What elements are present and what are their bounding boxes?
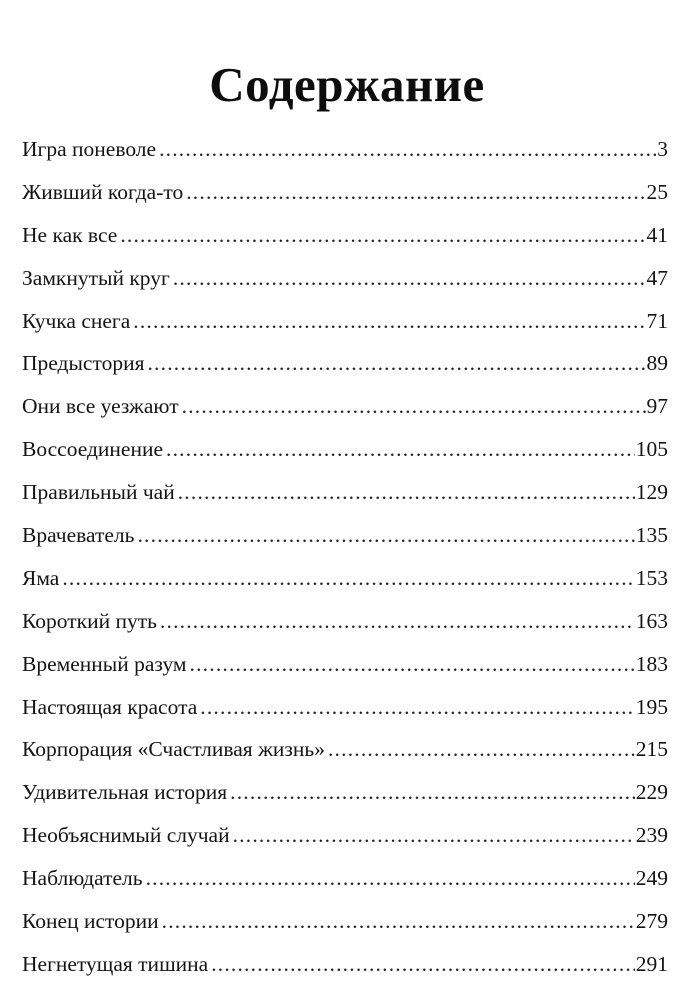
toc-page-number: 105 (635, 437, 668, 462)
toc-page-number: 71 (646, 308, 668, 333)
toc-entry (22, 257, 668, 300)
dot-leader (190, 643, 635, 686)
toc-page-number: 25 (646, 179, 668, 204)
toc-entry-title: Кучка снега (22, 308, 131, 333)
toc-entry-title: Игра поневоле (22, 137, 157, 161)
toc-page-number: 279 (635, 909, 668, 934)
dot-leader (120, 214, 645, 257)
dot-leader (166, 428, 635, 471)
dot-leader (328, 728, 635, 771)
toc-entry-title: Конец истории (22, 909, 159, 934)
toc-entry (22, 342, 668, 385)
toc-page-number: 195 (635, 694, 668, 719)
dot-leader (182, 385, 646, 428)
toc-page-number: 239 (635, 823, 668, 848)
toc-entry-title: Не как все (22, 222, 118, 247)
toc-page-number: 89 (646, 351, 668, 376)
dot-leader (62, 557, 634, 600)
toc-entry (22, 557, 668, 600)
toc-entry-title: Настоящая красота (22, 694, 198, 719)
toc-entry-title: Живший когда-то (22, 179, 184, 204)
toc-page-number: 229 (635, 780, 668, 805)
dot-leader (133, 300, 645, 343)
toc-entry (22, 428, 668, 471)
toc-entry-title: Короткий путь (22, 608, 157, 633)
toc-page-number: 135 (635, 523, 668, 548)
toc-entry-title: Наблюдатель (22, 866, 143, 891)
toc-entry-title: Необъяснимый случай (22, 823, 230, 848)
toc-entry-title: Корпорация «Счастливая жизнь» (22, 737, 325, 762)
toc-entry-title: Временный разум (22, 651, 187, 676)
toc-entry (22, 600, 668, 643)
toc-page-number: 249 (635, 866, 668, 891)
toc-entry-title: Яма (22, 565, 60, 590)
toc-entry (22, 300, 668, 343)
toc-entry (22, 514, 668, 557)
toc-page-number: 291 (635, 951, 668, 976)
toc-entry-title: Они все уезжают (22, 394, 179, 419)
toc-page-number: 129 (635, 480, 668, 505)
toc-page-number: 215 (635, 737, 668, 762)
dot-leader (200, 686, 634, 729)
dot-leader (211, 943, 635, 986)
toc-entry (22, 857, 668, 900)
toc-entry (22, 643, 668, 686)
dot-leader (178, 471, 635, 514)
toc-page-number: 3 (657, 137, 668, 161)
toc-page-number: 183 (635, 651, 668, 676)
dot-leader (173, 257, 646, 300)
toc-entry (22, 385, 668, 428)
toc-entry (22, 771, 668, 814)
dot-leader (159, 128, 656, 171)
dot-leader (162, 900, 635, 943)
dot-leader (137, 514, 634, 557)
dot-leader (160, 600, 635, 643)
toc-entry (22, 900, 668, 943)
toc-entry (22, 128, 668, 171)
toc-entry (22, 728, 668, 771)
toc-entry (22, 686, 668, 729)
toc-entry-title: Врачеватель (22, 523, 135, 548)
toc-entry-title: Правильный чай (22, 480, 175, 505)
toc-entry (22, 943, 668, 986)
toc-page-number: 153 (635, 565, 668, 590)
toc-page-number: 97 (646, 394, 668, 419)
toc-entry-title: Воссоединение (22, 437, 164, 462)
toc-page-number: 41 (646, 222, 668, 247)
table-of-contents (22, 128, 668, 986)
toc-page-number: 47 (646, 265, 668, 290)
page-title: Содержание (209, 56, 485, 112)
toc-entry (22, 814, 668, 857)
toc-entry (22, 214, 668, 257)
dot-leader (147, 342, 645, 385)
toc-entry (22, 471, 668, 514)
dot-leader (230, 771, 635, 814)
toc-entry (22, 171, 668, 214)
dot-leader (233, 814, 635, 857)
toc-entry-title: Замкнутый круг (22, 265, 170, 290)
toc-entry-title: Негнетущая тишина (22, 951, 209, 976)
toc-entry-title: Удивительная история (22, 780, 228, 805)
dot-leader (146, 857, 635, 900)
dot-leader (186, 171, 645, 214)
toc-entry-title: Предыстория (22, 351, 145, 376)
toc-page-number: 163 (635, 608, 668, 633)
